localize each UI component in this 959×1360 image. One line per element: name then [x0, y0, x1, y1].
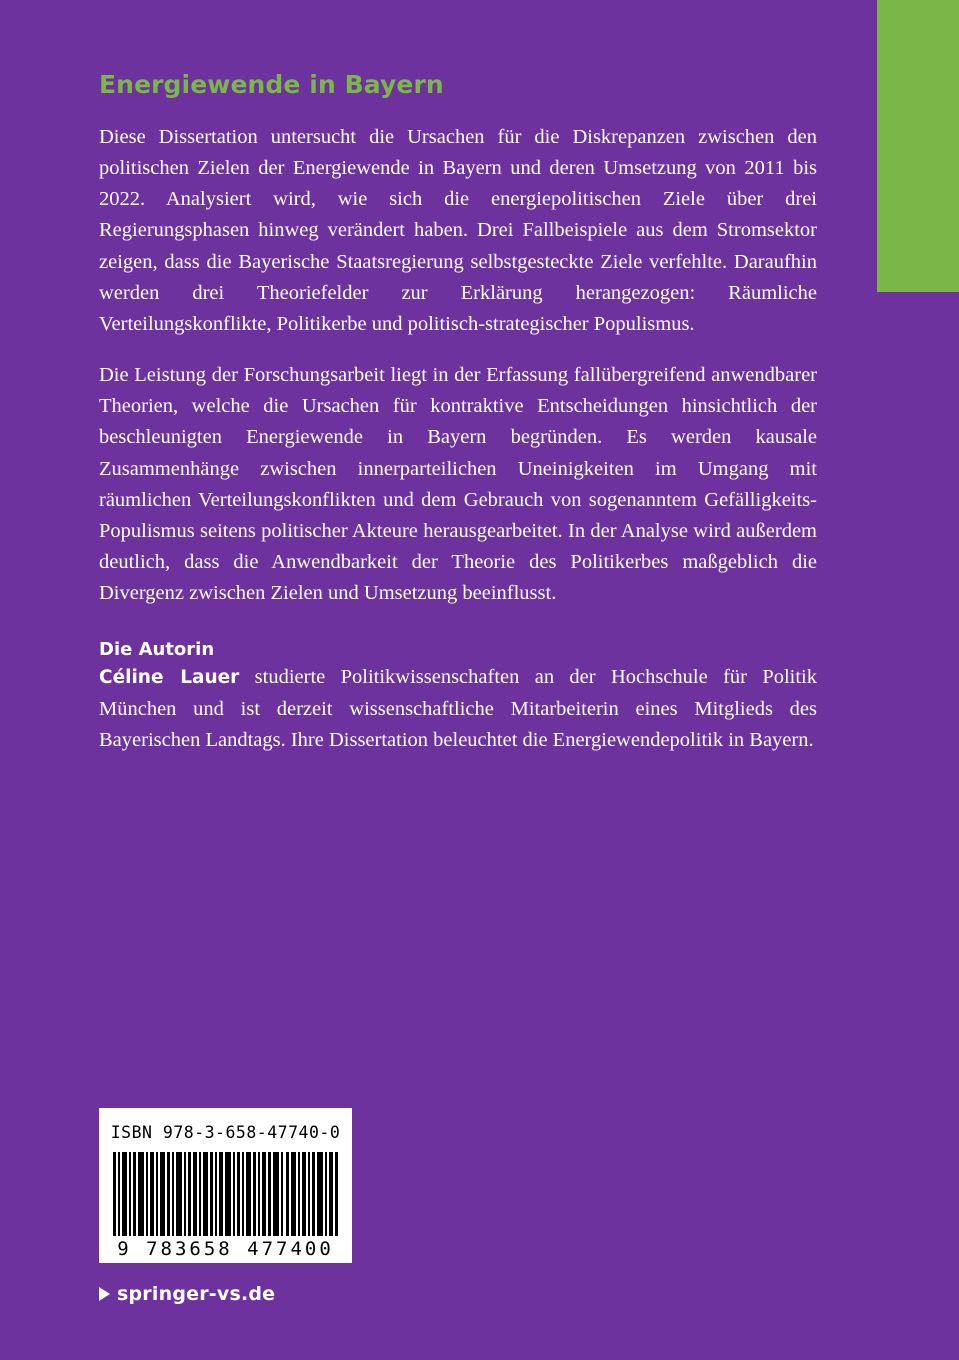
publisher-imprint[interactable] [99, 1283, 275, 1305]
isbn-barcode [99, 1108, 352, 1263]
isbn-label: ISBN 978-3-658-47740-0 [110, 1123, 341, 1142]
blurb-paragraph-1: Diese Dissertation untersucht die Ursachen für die Diskrepanzen zwischen den politischen Zielen der Energiewende in Bayern und deren Umsetzung von 2011 bis 2022. Analysiert wird, wie sich die energiepolitischen Ziele über drei Regierungsphasen hinweg verändert haben. Drei Fallbeispiele aus dem Stromsektor zeigen, dass die Bayerische Staatsregierung selbstgesteckte Ziele verfehlte. Daraufhin werden drei Theoriefelder zur Erklärung herangezogen: Räumliche Verteilungskonflikte, Politikerbe und politisch-strategischer Populismus. [99, 126, 817, 335]
cover-text-block [99, 70, 817, 756]
page-title: Energiewende in Bayern [99, 70, 444, 99]
author-bio-text: studierte Politikwissenschaften an der Hochschule für Politik München und ist derzeit wissenschaftliche Mitarbeiterin eines Mitglieds des Bayerischen Landtags. Ihre Dissertation beleuchtet die Energiewendepolitik in Bayern. [99, 666, 818, 751]
green-corner-block [877, 0, 959, 292]
imprint-label: springer-vs.de [117, 1283, 276, 1305]
author-name: Céline Lauer [99, 667, 240, 689]
blurb-paragraph-2: Die Leistung der Forschungsarbeit liegt in der Erfassung fallübergreifend anwendbarer Theorien, welche die Ursachen für kontraktive Entscheidungen hinsichtlich der beschleunigten Energiewende in Bayern begründen. Es werden kausale Zusammenhänge zwischen innerparteilichen Uneinigkeiten im Umgang mit räumlichen Verteilungskonflikten und dem Gebrauch von sogenanntem Gefälligkeits-Populismus seitens politischer Akteure herausgearbeitet. In der Analyse wird außerdem deutlich, dass die Anwendbarkeit der Theorie des Politikerbes maßgeblich die Divergenz zwischen Zielen und Umsetzung beeinflusst. [99, 364, 817, 605]
barcode-bars [113, 1152, 338, 1236]
author-heading: Die Autorin [99, 639, 215, 661]
play-triangle-icon [99, 1287, 110, 1301]
author-bio [99, 662, 817, 755]
ean-digits: 9 783658 477400 [117, 1238, 334, 1260]
